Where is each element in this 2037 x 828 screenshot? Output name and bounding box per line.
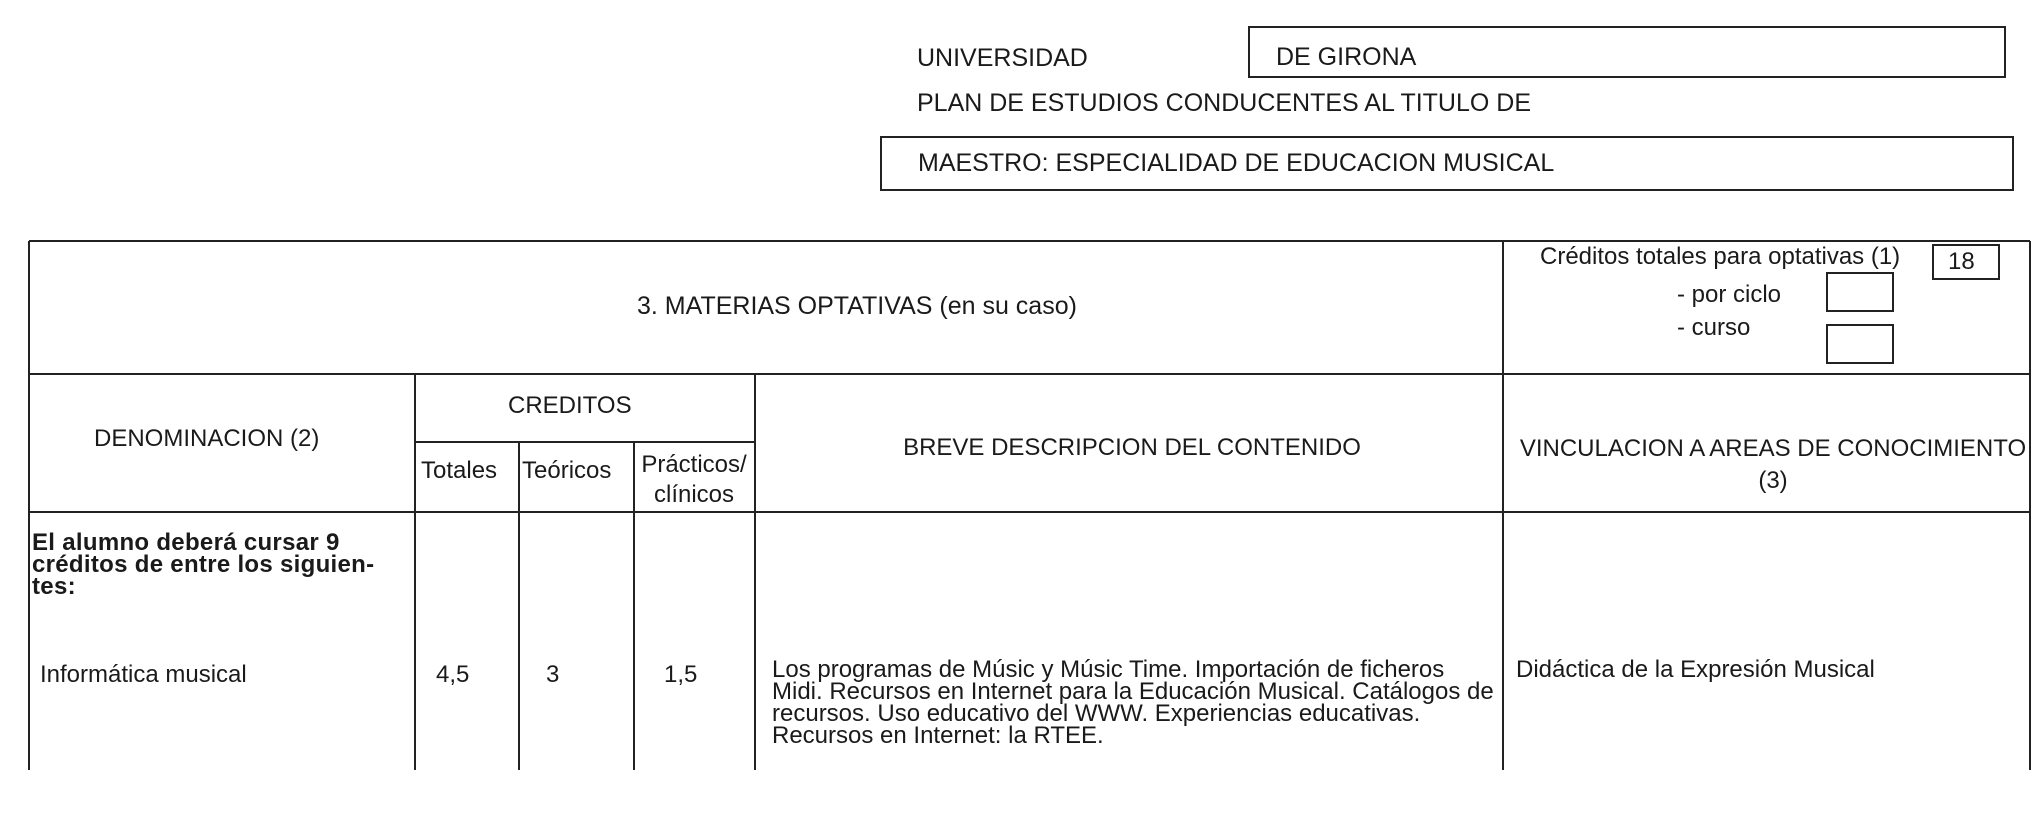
header-totales: Totales <box>421 457 498 484</box>
degree-name: MAESTRO: ESPECIALIDAD DE EDUCACION MUSICAL <box>918 149 1555 177</box>
course-credits-total: 4,5 <box>436 661 470 688</box>
course-credits-theory: 3 <box>546 661 560 688</box>
university-name: DE GIRONA <box>1276 43 1417 71</box>
course-area: Didáctica de la Expresión Musical <box>1516 656 1875 683</box>
header-vinculacion: VINCULACION A AREAS DE CONOCIMIENTO (3) <box>1519 435 2027 494</box>
optional-credits-value: 18 <box>1948 248 1975 275</box>
course-description: Los programas de Músic y Músic Time. Importación de ficheros Midi. Recursos en Internet para la Educación Musical. Catálogos de recursos. Uso educativo del WWW. Experiencias educativas. Recursos en Internet: la RTEE. <box>772 656 1494 749</box>
course-name: Informática musical <box>40 661 247 688</box>
per-course-box <box>1826 324 1894 364</box>
header-creditos: CREDITOS <box>508 392 632 419</box>
optional-credits-label: Créditos totales para optativas (1) <box>1540 243 1901 270</box>
per-cycle-box <box>1826 272 1894 312</box>
intro-text: El alumno deberá cursar 9 créditos de entre los siguien-tes: <box>32 529 375 600</box>
section-title: 3. MATERIAS OPTATIVAS (en su caso) <box>637 292 1077 320</box>
header-descripcion: BREVE DESCRIPCION DEL CONTENIDO <box>903 434 1361 461</box>
per-course-label: - curso <box>1677 314 1751 341</box>
per-cycle-label: - por ciclo <box>1677 281 1782 308</box>
plan-label: PLAN DE ESTUDIOS CONDUCENTES AL TITULO DE <box>917 89 1532 117</box>
header-denominacion: DENOMINACION (2) <box>94 425 320 452</box>
course-credits-practice: 1,5 <box>664 661 698 688</box>
header-teoricos: Teóricos <box>522 457 612 484</box>
header-practicos: Prácticos/ clínicos <box>641 451 747 508</box>
university-label: UNIVERSIDAD <box>917 44 1088 72</box>
